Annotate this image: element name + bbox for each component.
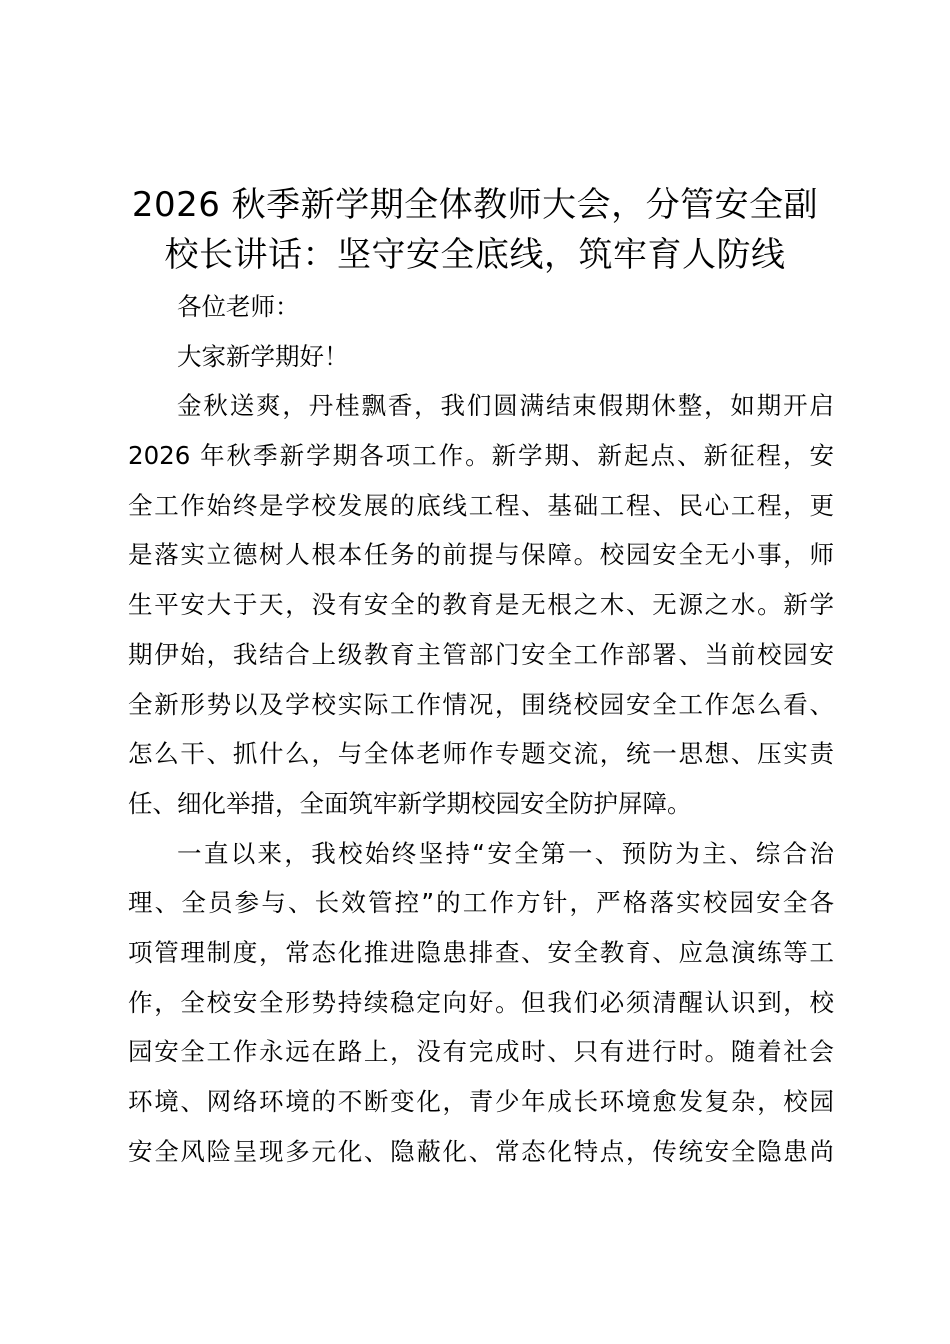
paragraph-2 bbox=[128, 829, 834, 1177]
paragraph-line: 安全风险呈现多元化、隐蔽化、常态化特点，传统安全隐患尚 bbox=[128, 1136, 834, 1166]
salutation: 各位老师： bbox=[177, 292, 300, 321]
paragraph-line: 项管理制度，常态化推进隐患排查、安全教育、应急演练等工 bbox=[128, 937, 834, 967]
paragraph-line: 是落实立德树人根本任务的前提与保障。校园安全无小事，师 bbox=[128, 540, 834, 570]
document-title bbox=[100, 180, 850, 280]
paragraph-line: 全新形势以及学校实际工作情况，围绕校园安全工作怎么看、 bbox=[128, 689, 834, 719]
paragraph-line: 理、全员参与、长效管控”的工作方针，严格落实校园安全各 bbox=[128, 888, 834, 918]
paragraph-line: 怎么干、抓什么，与全体老师作专题交流，统一思想、压实责 bbox=[128, 739, 834, 769]
paragraph-line: 一直以来，我校始终坚持“安全第一、预防为主、综合治 bbox=[177, 838, 834, 868]
paragraph-line: 环境、网络环境的不断变化，青少年成长环境愈发复杂，校园 bbox=[128, 1087, 834, 1116]
greeting: 大家新学期好！ bbox=[177, 341, 349, 371]
paragraph-line: 生平安大于天，没有安全的教育是无根之木、无源之水。新学 bbox=[128, 590, 834, 620]
paragraph-line: 作，全校安全形势持续稳定向好。但我们必须清醒认识到，校 bbox=[128, 987, 834, 1017]
paragraph-line: 园安全工作永远在路上，没有完成时、只有进行时。随着社会 bbox=[128, 1037, 834, 1067]
title-line-2: 校长讲话：坚守安全底线，筑牢育人防线 bbox=[164, 235, 786, 275]
paragraph-line: 全工作始终是学校发展的底线工程、基础工程、民心工程，更 bbox=[128, 490, 834, 520]
paragraph-line: 任、细化举措，全面筑牢新学期校园安全防护屏障。 bbox=[128, 788, 692, 818]
paragraph-1 bbox=[128, 381, 834, 828]
paragraph-line: 期伊始，我结合上级教育主管部门安全工作部署、当前校园安 bbox=[128, 639, 834, 669]
paragraph-line: 金秋送爽，丹桂飘香，我们圆满结束假期休整，如期开启 bbox=[177, 391, 834, 421]
title-line-1: 2026 秋季新学期全体教师大会，分管安全副 bbox=[131, 185, 819, 225]
document-body bbox=[128, 282, 834, 1176]
paragraph-line: 2026 年秋季新学期各项工作。新学期、新起点、新征程，安 bbox=[128, 441, 834, 471]
